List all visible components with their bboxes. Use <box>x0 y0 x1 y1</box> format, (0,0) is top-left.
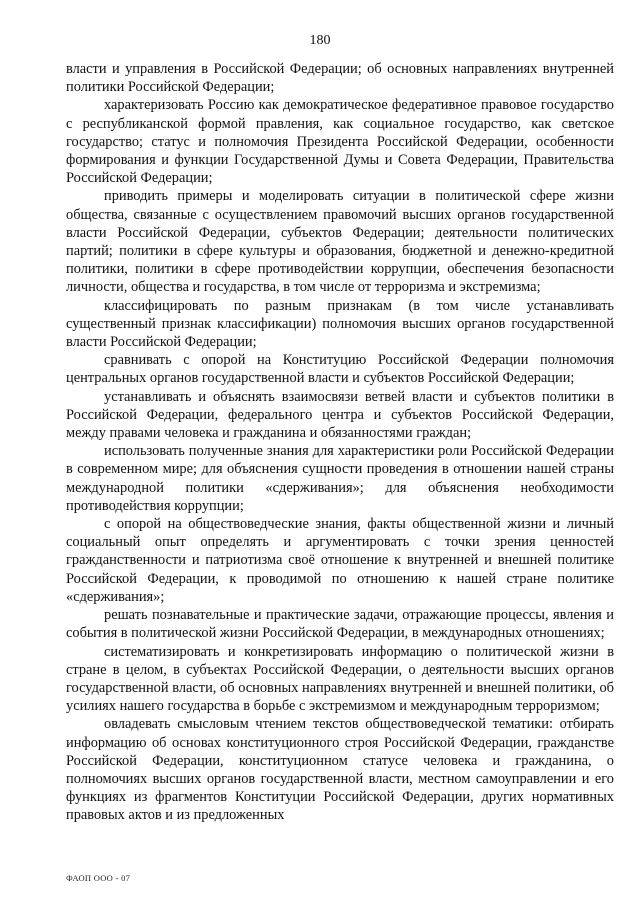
paragraph-7: использовать полученные знания для характеристики роли Российской Федерации в современном мире; для объяснения сущности проведения в отношении нашей страны международной политики «сдерживания»; для объяснения необходимости противодействия коррупции; <box>66 443 614 514</box>
paragraph-2: характеризовать Россию как демократическое федеративное правовое государство с республиканской формой правления, как социальное государство, как светское государство; статус и полномочия Президента Российской Федерации, особенности формирования и функции Государственной Думы и Совета Федерации, Правительства Российской Федерации; <box>66 97 614 187</box>
paragraph-3: приводить примеры и моделировать ситуации в политической сфере жизни общества, связанные с осуществлением правомочий высших органов государственной власти Российской Федерации, субъектов Федерации; деятельности политических партий; политики в сфере культуры и образования, бюджетной и денежно-кредитной политики, политики в сфере противодействии коррупции, обеспечения безопасности личности, общества и государства, в том числе от терроризма и экстремизма; <box>66 188 614 296</box>
paragraph-1: власти и управления в Российской Федерации; об основных направлениях внутренней политики Российской Федерации; <box>66 61 614 96</box>
paragraph-4: классифицировать по разным признакам (в том числе устанавливать существенный признак классификации) полномочия высших органов государственной власти Российской Федерации; <box>66 297 614 351</box>
paragraph-8: с опорой на обществоведческие знания, факты общественной жизни и личный социальный опыт определять и аргументировать с точки зрения ценностей гражданственности и патриотизма своё отношение к внутренней и внешней политике Российской Федерации, к проводимой по отношению к нашей стране политике «сдерживания»; <box>66 516 614 605</box>
body-text <box>66 60 614 825</box>
paragraph-5: сравнивать с опорой на Конституцию Российской Федерации полномочия центральных органов государственной власти и субъектов Российской Федерации; <box>66 352 614 387</box>
footer-document-code: ФАОП ООО - 07 <box>66 873 131 883</box>
paragraph-11: овладевать смысловым чтением текстов обществоведческой тематики: отбирать информацию об основах конституционного строя Российской Федерации, гражданстве Российской Федерации, конституционном статусе человека и гражданина, о полномочиях высших органов государственной власти, местном самоуправлении и его функциях из фрагментов Конституции Российской Федерации, других нормативных правовых актов и из предложенных <box>66 716 614 824</box>
page-number: 180 <box>309 33 331 48</box>
paragraph-9: решать познавательные и практические задачи, отражающие процессы, явления и события в политической жизни Российской Федерации, в международных отношениях; <box>66 607 614 642</box>
paragraph-10: систематизировать и конкретизировать информацию о политической жизни в стране в целом, в субъектах Российской Федерации, о деятельности высших органов государственной власти, об основных направлениях внутренней и внешней политики, об усилиях нашего государства в борьбе с экстремизмом и международным терроризмом; <box>66 643 614 715</box>
paragraph-6: устанавливать и объяснять взаимосвязи ветвей власти и субъектов политики в Российской Федерации, федерального центра и субъектов Российской Федерации, между правами человека и гражданина и обязанностями граждан; <box>66 388 614 442</box>
